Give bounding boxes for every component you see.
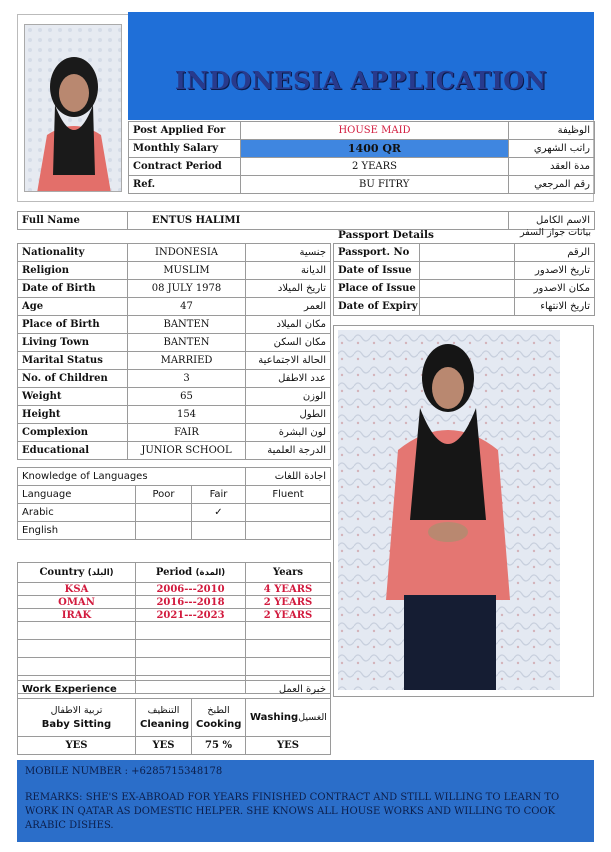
personal-label: Living Town — [18, 334, 128, 352]
personal-value: 65 — [128, 388, 246, 406]
language-poor — [136, 522, 192, 540]
passport-title-ar: بيانات جواز السفر — [520, 227, 591, 238]
experience-row — [18, 596, 331, 609]
contract-value: 2 YEARS — [241, 158, 509, 176]
personal-row — [18, 280, 331, 298]
passport-title: Passport Details — [338, 229, 434, 241]
experience-period: 2016---2018 — [136, 596, 246, 609]
personal-row — [18, 334, 331, 352]
personal-label: Age — [18, 298, 128, 316]
personal-value: MUSLIM — [128, 262, 246, 280]
period-header-ar: (المدة) — [195, 568, 226, 578]
personal-row — [18, 424, 331, 442]
passport-value — [420, 244, 515, 262]
language-row — [18, 522, 331, 540]
mobile-number: MOBILE NUMBER : +6285715348178 — [25, 766, 223, 777]
experience-row — [18, 609, 331, 622]
languages-header: Fluent — [246, 486, 331, 504]
language-row — [18, 504, 331, 522]
post-value: HOUSE MAID — [241, 122, 509, 140]
experience-table — [17, 562, 331, 694]
personal-row — [18, 244, 331, 262]
personal-row — [18, 370, 331, 388]
language-name: Arabic — [18, 504, 136, 522]
personal-label: Complexion — [18, 424, 128, 442]
personal-ar: مكان الميلاد — [246, 316, 331, 334]
personal-label: Weight — [18, 388, 128, 406]
passport-row — [334, 244, 595, 262]
languages-title: Knowledge of Languages — [18, 468, 246, 486]
personal-ar: الديانة — [246, 262, 331, 280]
work-title-ar: خبرة العمل — [246, 681, 331, 699]
personal-ar: عدد الاطفل — [246, 370, 331, 388]
personal-label: Nationality — [18, 244, 128, 262]
skill-cell — [246, 699, 331, 737]
post-label: Post Applied For — [129, 122, 241, 140]
skill-value: YES — [136, 737, 192, 755]
personal-row — [18, 406, 331, 424]
personal-ar: لون البشرة — [246, 424, 331, 442]
contract-label: Contract Period — [129, 158, 241, 176]
skill-ar: تربية الاطفال — [50, 704, 103, 716]
experience-years: 2 YEARS — [246, 609, 331, 622]
portrait-photo — [24, 24, 122, 192]
personal-value: JUNIOR SCHOOL — [128, 442, 246, 460]
language-name: English — [18, 522, 136, 540]
remarks-box — [17, 760, 594, 842]
skill-value: YES — [246, 737, 331, 755]
ref-row — [129, 176, 595, 194]
skill-label: Cleaning — [140, 718, 190, 730]
language-poor — [136, 504, 192, 522]
skill-label: Cooking — [196, 718, 242, 730]
passport-row — [334, 298, 595, 316]
personal-ar: الدرجة العلمية — [246, 442, 331, 460]
passport-label: Place of Issue — [334, 280, 420, 298]
work-title-row — [18, 681, 331, 699]
personal-label: Marital Status — [18, 352, 128, 370]
work-table — [17, 680, 331, 755]
personal-value: MARRIED — [128, 352, 246, 370]
personal-label: No. of Children — [18, 370, 128, 388]
language-fluent — [246, 504, 331, 522]
personal-value: 08 JULY 1978 — [128, 280, 246, 298]
experience-years: 4 YEARS — [246, 583, 331, 596]
passport-ar: مكان الاصدور — [515, 280, 595, 298]
post-table — [128, 121, 595, 194]
skill-value: YES — [18, 737, 136, 755]
languages-title-ar: اجادة اللغات — [246, 468, 331, 486]
personal-row — [18, 388, 331, 406]
experience-header-country — [18, 563, 136, 583]
personal-value: INDONESIA — [128, 244, 246, 262]
full-name-label: Full Name — [18, 212, 128, 230]
passport-row — [334, 280, 595, 298]
salary-value: 1400 QR — [241, 140, 509, 158]
personal-ar: الحالة الاجتماعية — [246, 352, 331, 370]
personal-ar: الطول — [246, 406, 331, 424]
personal-row — [18, 298, 331, 316]
name-table — [17, 211, 595, 230]
personal-value: 47 — [128, 298, 246, 316]
language-fair — [192, 522, 246, 540]
skill-cell — [136, 699, 192, 737]
personal-value: 3 — [128, 370, 246, 388]
languages-header-row — [18, 486, 331, 504]
ref-ar: رقم المرجعي — [509, 176, 595, 194]
passport-value — [420, 262, 515, 280]
languages-header: Language — [18, 486, 136, 504]
languages-header: Poor — [136, 486, 192, 504]
work-value-row — [18, 737, 331, 755]
passport-label: Date of Expiry — [334, 298, 420, 316]
passport-label: Date of Issue — [334, 262, 420, 280]
languages-header: Fair — [192, 486, 246, 504]
contract-ar: مدة العقد — [509, 158, 595, 176]
skill-ar: الغسيل — [298, 712, 327, 723]
personal-ar: تاريخ الميلاد — [246, 280, 331, 298]
personal-table — [17, 243, 331, 460]
personal-row — [18, 442, 331, 460]
country-header: Country — [39, 567, 85, 578]
skill-ar: التنظيف — [147, 704, 180, 716]
personal-label: Religion — [18, 262, 128, 280]
experience-row — [18, 583, 331, 596]
personal-label: Date of Birth — [18, 280, 128, 298]
passport-ar: تاريخ الانتهاء — [515, 298, 595, 316]
full-name-value: ENTUS HALIMI — [128, 212, 509, 230]
experience-empty-row — [18, 640, 331, 658]
passport-ar: تاريخ الاصدور — [515, 262, 595, 280]
personal-ar: العمر — [246, 298, 331, 316]
post-ar: الوظيفة — [509, 122, 595, 140]
salary-row — [129, 140, 595, 158]
experience-header-period — [136, 563, 246, 583]
languages-table — [17, 467, 331, 540]
years-header: Years — [246, 563, 331, 583]
experience-years: 2 YEARS — [246, 596, 331, 609]
remarks-text: REMARKS: SHE'S EX-ABROAD FOR YEARS FINISHED CONTRACT AND STILL WILLING TO LEARN TO WORK IN QATAR AS DOMESTIC HELPER. SHE KNOWS ALL HOUSE WORKS AND WILLING TO COOK ARABIC DISHES. — [25, 792, 560, 831]
skill-value: 75 % — [192, 737, 246, 755]
skill-label: Baby Sitting — [41, 718, 112, 730]
language-fair: ✓ — [192, 504, 246, 522]
salary-label: Monthly Salary — [129, 140, 241, 158]
passport-value — [420, 280, 515, 298]
personal-row — [18, 352, 331, 370]
personal-row — [18, 316, 331, 334]
experience-country: KSA — [18, 583, 136, 596]
personal-row — [18, 262, 331, 280]
personal-ar: جنسية — [246, 244, 331, 262]
contract-row — [129, 158, 595, 176]
skill-ar: الطبخ — [207, 704, 230, 716]
personal-ar: مكان السكن — [246, 334, 331, 352]
full-body-photo — [338, 330, 560, 690]
personal-value: BANTEN — [128, 316, 246, 334]
experience-empty-row — [18, 658, 331, 676]
experience-country: IRAK — [18, 609, 136, 622]
passport-label: Passport. No — [334, 244, 420, 262]
personal-value: 154 — [128, 406, 246, 424]
country-header-ar: (البلد) — [87, 568, 114, 578]
work-title: Work Experience — [18, 681, 246, 699]
passport-table — [333, 243, 595, 316]
personal-label: Educational — [18, 442, 128, 460]
passport-value — [420, 298, 515, 316]
salary-ar: راتب الشهري — [509, 140, 595, 158]
period-header: Period — [155, 567, 193, 578]
experience-period: 2006---2010 — [136, 583, 246, 596]
passport-row — [334, 262, 595, 280]
experience-period: 2021---2023 — [136, 609, 246, 622]
personal-label: Place of Birth — [18, 316, 128, 334]
passport-ar: الرقم — [515, 244, 595, 262]
post-row — [129, 122, 595, 140]
ref-value: BU FITRY — [241, 176, 509, 194]
experience-empty-row — [18, 622, 331, 640]
skill-cell — [192, 699, 246, 737]
experience-header-row — [18, 563, 331, 583]
personal-value: BANTEN — [128, 334, 246, 352]
name-row — [18, 212, 595, 230]
experience-country: OMAN — [18, 596, 136, 609]
ref-label: Ref. — [129, 176, 241, 194]
personal-label: Height — [18, 406, 128, 424]
personal-value: FAIR — [128, 424, 246, 442]
work-skill-row — [18, 699, 331, 737]
languages-title-row — [18, 468, 331, 486]
personal-ar: الوزن — [246, 388, 331, 406]
page-title: INDONESIA APPLICATION — [174, 66, 548, 95]
skill-cell — [18, 699, 136, 737]
language-fluent — [246, 522, 331, 540]
skill-label: Washing — [250, 712, 299, 723]
full-name-ar: الاسم الكامل — [509, 212, 595, 230]
